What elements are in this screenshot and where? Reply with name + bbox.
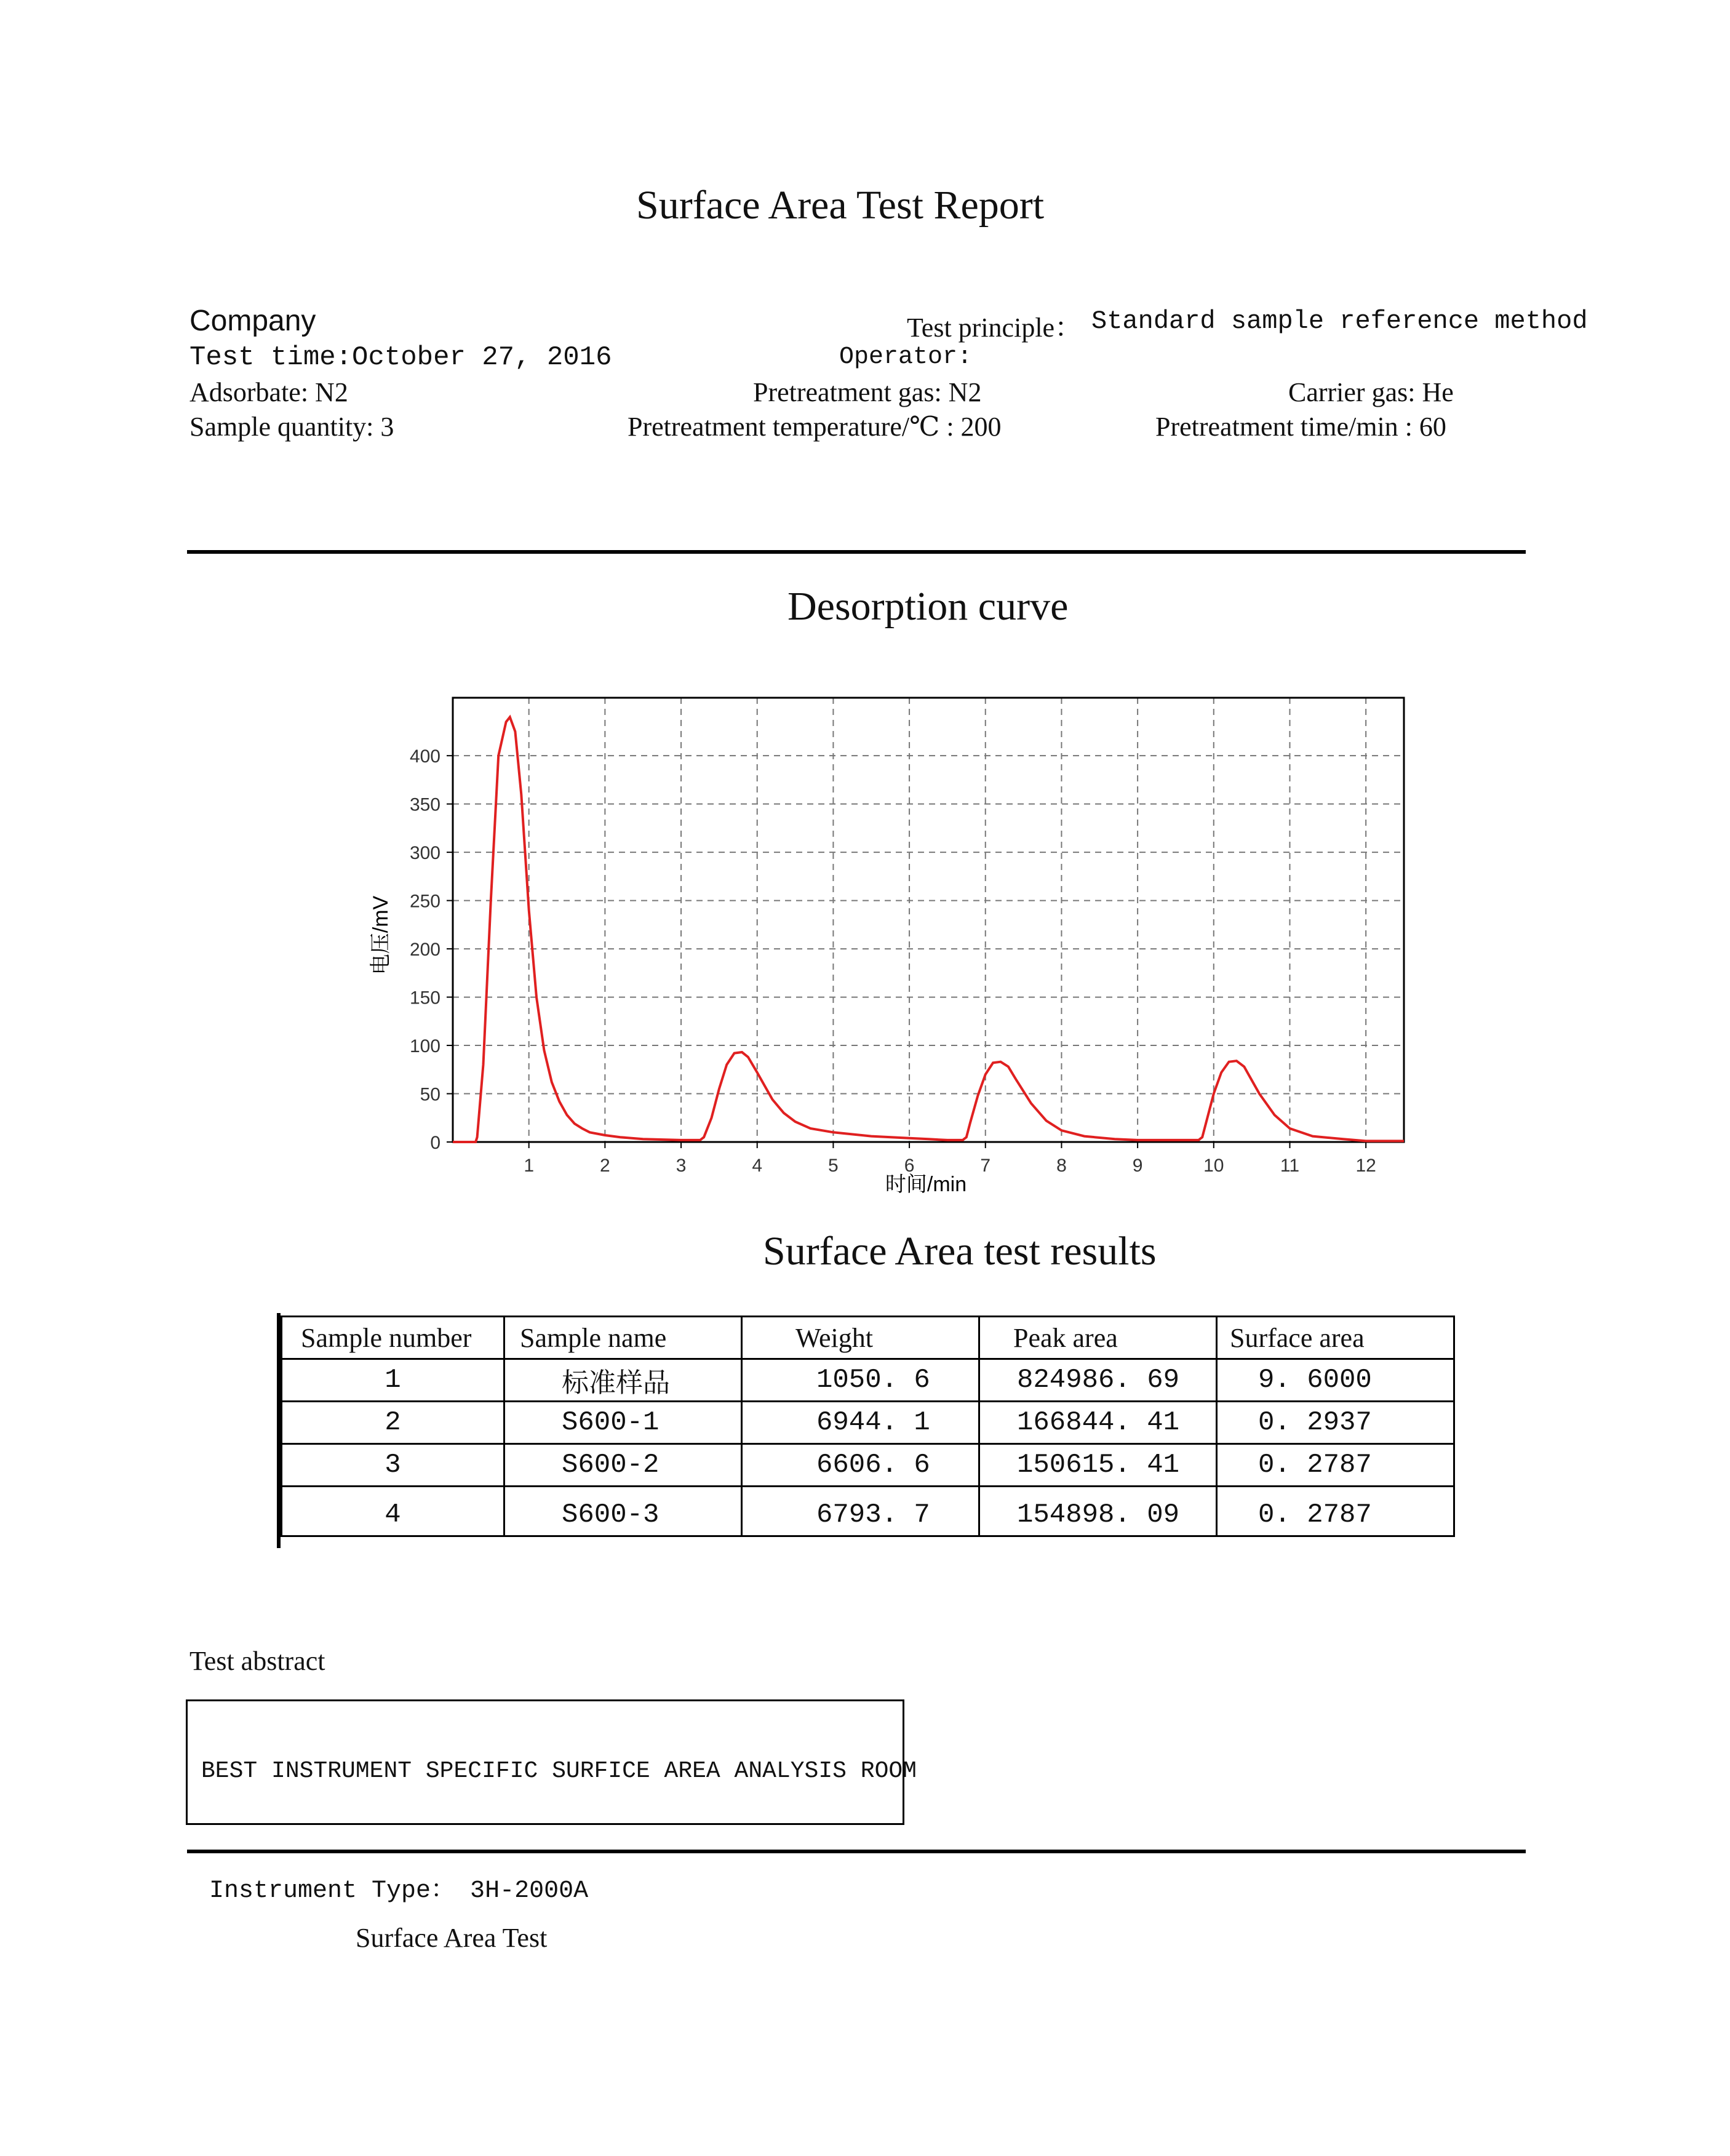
x-tick-label: 5 — [828, 1156, 839, 1176]
cell-surface-area: 0. 2787 — [1217, 1487, 1454, 1536]
adsorbate: Adsorbate: N2 — [189, 377, 348, 407]
cell-sample-name: S600-1 — [504, 1402, 742, 1444]
instrument-type: Instrument Type： 3H-2000A — [209, 1877, 589, 1905]
pretreatment-temperature: Pretreatment temperature/℃ : 200 — [628, 412, 1002, 442]
cell-peak-area: 154898. 09 — [979, 1487, 1217, 1536]
x-tick-label: 3 — [676, 1156, 687, 1176]
table-row — [282, 1359, 1454, 1402]
operator: Operator: — [839, 343, 973, 371]
results-title: Surface Area test results — [763, 1229, 1157, 1274]
cell-sample-name: S600-3 — [504, 1487, 742, 1536]
desorption-chart — [345, 683, 1427, 1212]
cell-peak-area: 166844. 41 — [979, 1402, 1217, 1444]
sample-quantity: Sample quantity: 3 — [189, 412, 394, 442]
header-divider — [187, 550, 1526, 554]
chart-grid — [453, 698, 1404, 1142]
cell-weight: 6606. 6 — [742, 1444, 979, 1487]
cell-sample-name: S600-2 — [504, 1444, 742, 1487]
y-tick-label: 300 — [409, 843, 440, 864]
footer-caption: Surface Area Test — [356, 1923, 548, 1953]
abstract-box — [186, 1699, 917, 1825]
plot-frame — [453, 698, 1404, 1142]
results-table — [281, 1316, 1455, 1537]
x-tick-label: 1 — [524, 1156, 535, 1176]
abstract-label: Test abstract — [189, 1646, 325, 1676]
y-tick-labels — [410, 746, 440, 1153]
cell-weight: 1050. 6 — [742, 1359, 979, 1402]
x-tick-label: 12 — [1355, 1156, 1376, 1176]
y-tick-label: 200 — [409, 940, 440, 960]
carrier-gas: Carrier gas: He — [1288, 377, 1454, 407]
x-tick-label: 2 — [600, 1156, 610, 1176]
header-cell: Sample number — [282, 1317, 504, 1359]
cell-weight: 6944. 1 — [742, 1402, 979, 1444]
cell-weight: 6793. 7 — [742, 1487, 979, 1536]
company-label: Company — [189, 305, 316, 337]
x-axis-label: 时间/min — [885, 1173, 967, 1196]
x-tick-label: 8 — [1056, 1156, 1067, 1176]
cell-peak-area: 824986. 69 — [979, 1359, 1217, 1402]
table-row — [282, 1444, 1454, 1487]
table-row — [282, 1402, 1454, 1444]
cell-surface-area: 0. 2787 — [1217, 1444, 1454, 1487]
test-principle-value: Standard sample reference method — [1091, 306, 1588, 336]
table-header-row — [282, 1317, 1454, 1359]
cell-sample-number: 4 — [282, 1487, 504, 1536]
cell-sample-number: 2 — [282, 1402, 504, 1444]
y-tick-label: 250 — [409, 891, 440, 912]
curve-title: Desorption curve — [787, 584, 1069, 629]
pretreatment-gas: Pretreatment gas: N2 — [753, 377, 982, 407]
x-tick-label: 4 — [752, 1156, 763, 1176]
table-row — [282, 1487, 1454, 1536]
y-axis-label: 电压/mV — [369, 895, 393, 975]
x-tick-label: 11 — [1280, 1156, 1300, 1176]
chart-axes — [447, 698, 1404, 1148]
report-title: Surface Area Test Report — [636, 183, 1045, 228]
cell-sample-name: 标准样品 — [504, 1359, 742, 1402]
y-tick-label: 400 — [409, 746, 440, 767]
cell-sample-number: 3 — [282, 1444, 504, 1487]
x-tick-label: 10 — [1203, 1156, 1224, 1176]
header-cell: Sample name — [504, 1317, 742, 1359]
y-tick-label: 50 — [420, 1084, 440, 1105]
footer-divider — [187, 1850, 1526, 1853]
y-tick-label: 0 — [430, 1133, 440, 1153]
y-tick-label: 100 — [409, 1036, 440, 1057]
x-tick-label: 6 — [904, 1156, 915, 1176]
pretreatment-time: Pretreatment time/min : 60 — [1155, 412, 1446, 442]
cell-surface-area: 0. 2937 — [1217, 1402, 1454, 1444]
series-line — [453, 717, 1404, 1142]
header-cell: Surface area — [1217, 1317, 1454, 1359]
x-tick-label: 7 — [980, 1156, 991, 1176]
test-time: Test time:October 27, 2016 — [189, 342, 612, 373]
cell-peak-area: 150615. 41 — [979, 1444, 1217, 1487]
y-tick-label: 350 — [409, 794, 440, 815]
y-tick-label: 150 — [409, 988, 440, 1008]
cell-surface-area: 9. 6000 — [1217, 1359, 1454, 1402]
x-tick-label: 9 — [1132, 1156, 1143, 1176]
header-cell: Peak area — [979, 1317, 1217, 1359]
test-principle-label: Test principle： — [907, 313, 1082, 343]
cell-sample-number: 1 — [282, 1359, 504, 1402]
header-cell: Weight — [742, 1317, 979, 1359]
abstract-text: BEST INSTRUMENT SPECIFIC SURFICE AREA ANALYSIS ROOM — [201, 1758, 917, 1784]
